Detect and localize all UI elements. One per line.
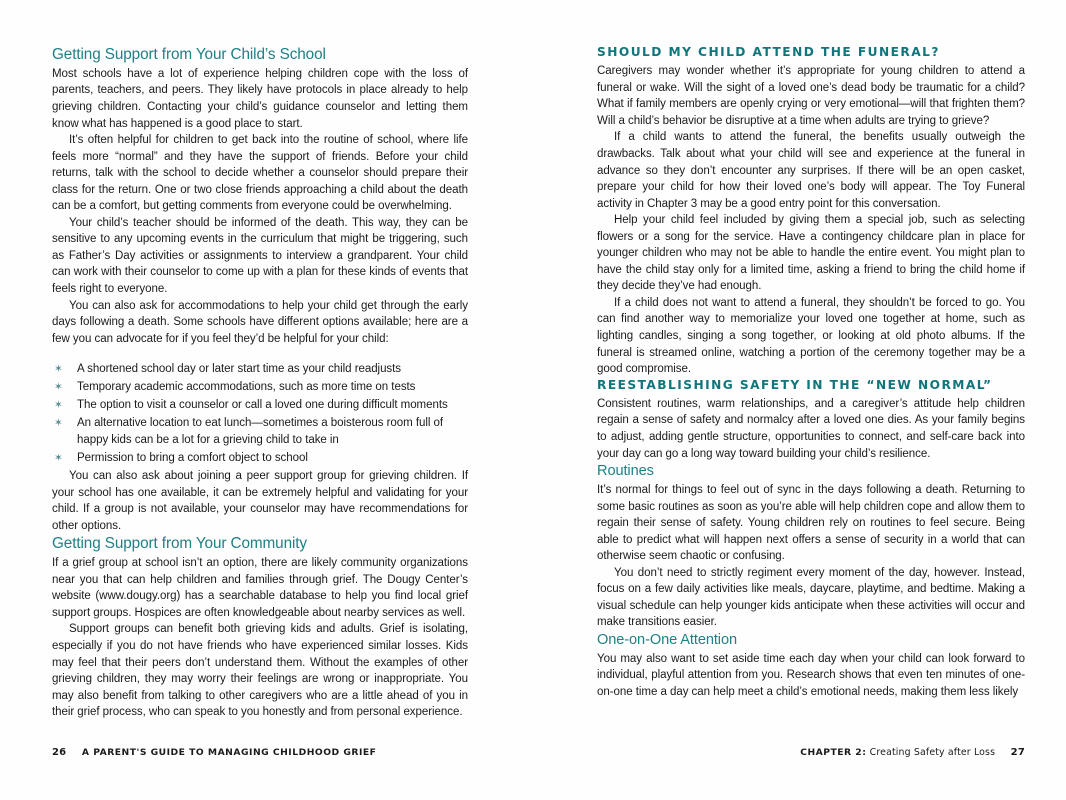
paragraph-funeral-2: If a child wants to attend the funeral, the benefits usually outweigh the drawbacks. Talk about what your child will see and experience at the funeral in advance so they don’t encounter any surprises. If there will be an open casket, prepare your child for how their loved one’s body will appear. The Toy Funeral activity in Chapter 3 may be a good entry point for this conversation. xyxy=(597,131,1025,210)
accommodations-list xyxy=(52,361,468,467)
paragraph-funeral-3: Help your child feel included by giving them a special job, such as selecting flowers or a song for the service. Have a contingency childcare plan in place for younger children who may not be able to handle the entire event. You might plan to have the child stay only for a limited time, asking a friend to bring the child home if they decide they’ve had enough. xyxy=(597,214,1025,293)
right-column xyxy=(597,45,1025,701)
star-bullet-icon: ✶ xyxy=(54,362,63,375)
paragraph-attention-1: You may also want to set aside time each day when your child can look forward to individual, playful attention from you. Research shows that even ten minutes of one-on-one time a day can help meet a child’s emotional needs, making them less likely xyxy=(597,652,1025,699)
heading-should-my-child-attend-the-funeral: SHOULD MY CHILD ATTEND THE FUNERAL? xyxy=(597,45,940,59)
footer-chapter-title-wrap xyxy=(870,747,995,758)
paragraph-school-3: Your child’s teacher should be informed of the death. This way, they can be sensitive to any upcoming events in the curriculum that might be triggering, such as Father’s Day activities or assignments to interview a grandparent. Your child can work with their counselor to come up with a plan for these kinds of events that feels right to everyone. xyxy=(52,216,468,295)
star-bullet-icon: ✶ xyxy=(54,451,63,464)
paragraph-routines-1: It’s normal for things to feel out of sync in the days following a death. Returning to some basic routines as soon as you’re able will help children cope and allow them to regain their sense of safety. Young children rely on routines to feel secure. Being able to predict what will happen next offers a sense of security in a world that can otherwise seem chaotic or confusing. xyxy=(597,484,1025,563)
footer-book-title: A PARENT'S GUIDE TO MANAGING CHILDHOOD GRIEF xyxy=(81,747,377,758)
page-number-right: 27 xyxy=(1010,747,1025,758)
paragraph-school-2: It’s often helpful for children to get back into the routine of school, where life feels more “normal” and they have the support of friends. Before your child returns, talk with the school to decide whether a counselor should prepare their class for the return. One or two close friends approaching a child about the death can be a comfort, but getting comments from everyone could be overwhelming. xyxy=(52,134,468,213)
heading-getting-support-community: Getting Support from Your Community xyxy=(52,535,307,553)
paragraph-routines-2: You don’t need to strictly regiment every moment of the day, however. Instead, focus on a few daily activities like meals, daycare, playtime, and bedtime. Making a visual schedule can help younger kids anticipate when these activities will occur and make transitions easier. xyxy=(597,566,1025,629)
heading-getting-support-school: Getting Support from Your Child’s School xyxy=(52,46,326,63)
star-bullet-icon: ✶ xyxy=(54,398,63,411)
paragraph-community-1: If a grief group at school isn’t an option, there are likely community organizations near you that can help children and families through grief. The Dougy Center’s website (www.dougy.org) has a searchable database to help you find local grief support groups. Hospices are often knowledgeable about nearby services as well. xyxy=(52,557,468,619)
footer-left xyxy=(52,747,376,758)
heading-one-on-one-attention: One-on-One Attention xyxy=(597,631,737,648)
list-item-label: Temporary academic accommodations, such as more time on tests xyxy=(77,381,416,394)
list-item xyxy=(52,415,468,448)
page-number-left: 26 xyxy=(52,747,67,758)
left-column xyxy=(52,45,468,721)
footer-right xyxy=(800,747,1025,758)
paragraph-school-1: Most schools have a lot of experience helping children cope with the loss of parents, teachers, and peers. They likely have protocols in place already to help grieving children. Contacting your child’s guidance counselor and letting them know what has happened is a good place to start. xyxy=(52,67,468,130)
list-item-label: An alternative location to eat lunch—sometimes a boisterous room full of happy kids can be a lot for a grieving child to take in xyxy=(77,417,444,447)
heading-reestablishing-safety: REESTABLISHING SAFETY IN THE “NEW NORMAL” xyxy=(597,377,993,392)
paragraph-peer-support: You can also ask about joining a peer support group for grieving children. If your school has one available, it can be extremely helpful and validating for your child. If a group is not available, your counselor may have recommendations for other options. xyxy=(52,470,468,532)
list-item xyxy=(52,361,468,378)
star-bullet-icon: ✶ xyxy=(54,416,63,429)
list-item xyxy=(52,397,468,414)
heading-routines: Routines xyxy=(597,463,654,480)
star-bullet-icon: ✶ xyxy=(54,380,63,393)
list-item-label: A shortened school day or later start time as your child readjusts xyxy=(77,363,402,376)
list-item xyxy=(52,379,468,396)
paragraph-funeral-4: If a child does not want to attend a funeral, they shouldn’t be forced to go. You can find another way to memorialize your loved one together at home, such as lighting candles, singing a song together, or looking at old photo albums. If the funeral is streamed online, watching a portion of the ceremony together may be a good compromise. xyxy=(597,296,1025,376)
list-item xyxy=(52,450,468,467)
paragraph-community-2: Support groups can benefit both grieving kids and adults. Grief is isolating, especially if you do not have friends who have experienced similar losses. Kids may feel that their peers don’t understand them. Without the examples of other grieving children, they may worry their feelings are wrong or inappropriate. You may also benefit from talking to other caregivers who are a little ahead of you in their grief process, who can speak to you honestly and from personal experience. xyxy=(52,623,468,719)
footer-chapter-label: CHAPTER 2: xyxy=(800,747,867,758)
footer-chapter-title: Creating Safety after Loss xyxy=(869,747,996,758)
paragraph-safety-1: Consistent routines, warm relationships, and a caregiver’s attitude help children regain a sense of safety and normalcy after a loved one dies. As your family begins to adjust, adding gentle structure, opportunities to connect, and self-care back into your day can go a long way toward building your child’s resilience. xyxy=(597,397,1025,460)
list-item-label: Permission to bring a comfort object to school xyxy=(77,452,308,465)
page-right xyxy=(533,0,1066,800)
paragraph-school-4: You can also ask for accommodations to help your child get through the early days following a death. Some schools have different options available; here are a few you can advocate for if you feel they’d be helpful for your child: xyxy=(52,299,468,345)
list-item-label: The option to visit a counselor or call a loved one during difficult moments xyxy=(77,399,448,412)
paragraph-funeral-1: Caregivers may wonder whether it’s appropriate for young children to attend a funeral or wake. Will the sight of a loved one’s dead body be traumatic for a child? What if family members are openly crying or very emotional—will that frighten them? Will a child’s behavior be disruptive at a time when adults are trying to grieve? xyxy=(597,65,1025,127)
